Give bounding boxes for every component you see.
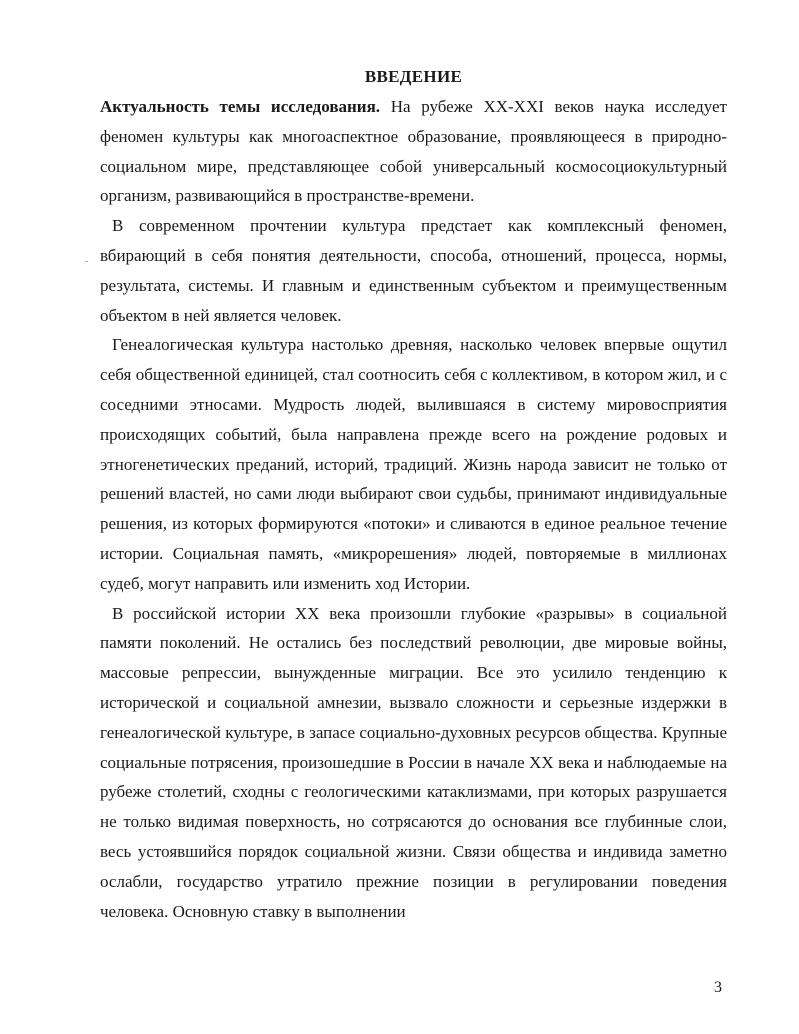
document-page [100, 62, 727, 926]
scan-mark [85, 261, 88, 262]
page-title: ВВЕДЕНИЕ [364, 67, 463, 86]
paragraph-relevance [100, 92, 727, 211]
paragraph-lead: Актуальность темы исследования. [100, 97, 381, 116]
paragraph-culture: В современном прочтении культура предстает как комплексный феномен, вбирающий в себя понятия деятельности, способа, отношений, процесса, нормы, результата, системы. И главным и единственным субъектом и преимущественным объектом в ней является человек. [100, 216, 727, 325]
paragraph-text: На рубеже XX-XXI веков наука исследует феномен культуры как многоаспектное образование, проявляющееся в природно-социальном мире, представляющее собой универсальный космосоциокультурный организм, развивающийся в пространстве-времени. [100, 97, 727, 206]
paragraph-russian-history: В российской истории XX века произошли глубокие «разрывы» в социальной памяти поколений. Не остались без последствий революции, две мировые войны, массовые репрессии, вынужденные миграции. Все это усилило тенденцию к исторической и социальной амнезии, вызвало сложности и серьезные издержки в генеалогической культуре, в запасе социально-духовных ресурсов общества. Крупные социальные потрясения, произошедшие в России в начале XX века и наблюдаемые на рубеже столетий, сходны с геологическими катаклизмами, при которых разрушается не только видимая поверхность, но сотрясаются до основания все глубинные слои, весь устоявшийся порядок социальной жизни. Связи общества и индивида заметно ослабли, государство утратило прежние позиции в регулировании поведения человека. Основную ставку в выполнении [100, 603, 727, 921]
page-number: 3 [714, 979, 722, 996]
paragraph-genealogical: Генеалогическая культура настолько древняя, насколько человек впервые ощутил себя общественной единицей, стал соотносить себя с коллективом, в котором жил, и с соседними этносами. Мудрость людей, вылившаяся в систему мировосприятия происходящих событий, была направлена прежде всего на рождение родовых и этногенетических преданий, историй, традиций. Жизнь народа зависит не только от решений властей, но сами люди выбирают свои судьбы, принимают индивидуальные решения, из которых формируются «потоки» и сливаются в единое реальное течение истории. Социальная память, «микрорешения» людей, повторяемые в миллионах судеб, могут направить или изменить ход Истории. [100, 335, 727, 593]
